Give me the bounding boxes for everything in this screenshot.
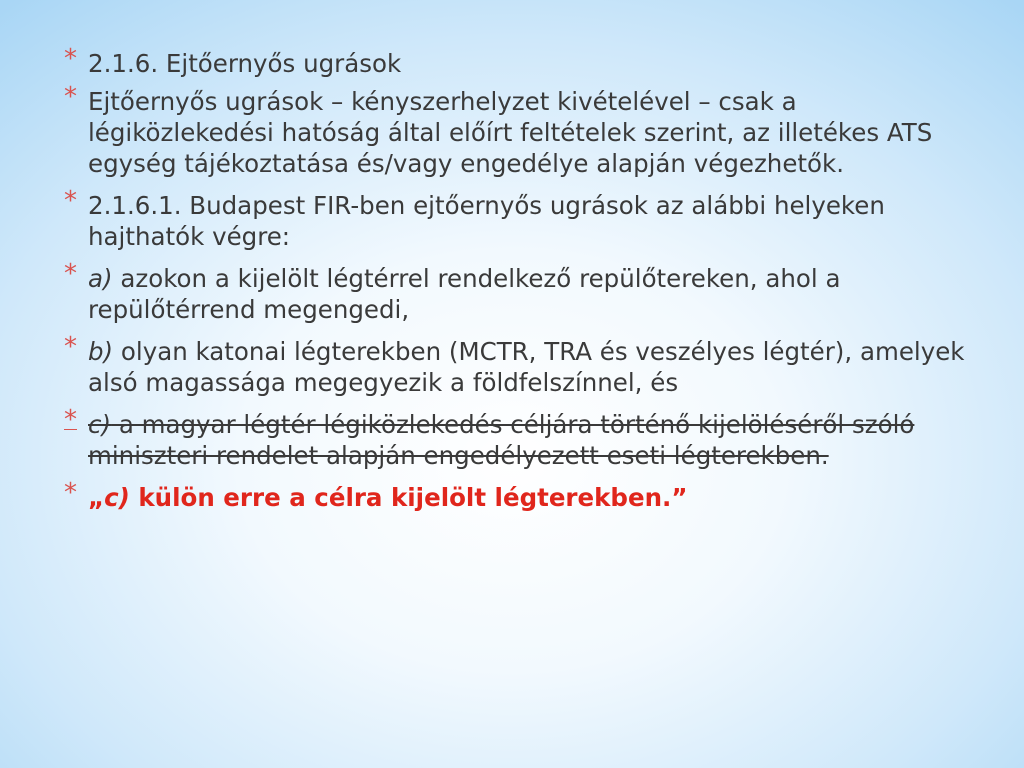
open-quote: „ bbox=[88, 483, 105, 512]
bullet-item bbox=[64, 82, 984, 179]
slide-content bbox=[64, 44, 984, 524]
item-text: 2.1.6.1. Budapest FIR-ben ejtőernyős ugrások az alábbi helyeken hajthatók végre: bbox=[88, 191, 885, 251]
item-text: a magyar légtér légiközlekedés céljára történő kijelöléséről szóló miniszteri rendelet alapján engedélyezett eseti légterekben. bbox=[88, 410, 915, 470]
item-text: olyan katonai légterekben (MCTR, TRA és veszélyes légtér), amelyek alsó magassága megegyezik a földfelszínnel, és bbox=[88, 337, 965, 397]
item-prefix: b) bbox=[88, 337, 114, 366]
item-text: 2.1.6. Ejtőernyős ugrások bbox=[88, 49, 402, 78]
item-text: Ejtőernyős ugrások – kényszerhelyzet kivételével – csak a légiközlekedési hatóság által előírt feltételek szerint, az illetékes ATS egység tájékoztatása és/vagy engedélye alapján végezhetők. bbox=[88, 87, 933, 178]
asterisk-bullet-icon: * bbox=[64, 44, 77, 74]
bullet-item-inserted bbox=[64, 478, 984, 513]
asterisk-bullet-icon: * bbox=[64, 82, 77, 112]
item-text: azokon a kijelölt légtérrel rendelkező repülőtereken, ahol a repülőtérrend megengedi, bbox=[88, 264, 841, 324]
deleted-text bbox=[88, 410, 914, 470]
item-prefix: a) bbox=[88, 264, 113, 293]
asterisk-bullet-icon: * bbox=[64, 478, 77, 508]
bullet-item bbox=[64, 186, 984, 252]
bullet-item bbox=[64, 44, 984, 79]
item-prefix: c) bbox=[88, 410, 112, 439]
bullet-item bbox=[64, 332, 984, 398]
item-prefix: c) bbox=[104, 483, 130, 512]
bullet-item bbox=[64, 259, 984, 325]
asterisk-bullet-icon: * bbox=[64, 259, 77, 289]
item-text: külön erre a célra kijelölt légterekben.” bbox=[129, 483, 688, 512]
asterisk-bullet-icon: * bbox=[64, 186, 77, 216]
asterisk-bullet-icon: * bbox=[64, 332, 77, 362]
bullet-item-deleted bbox=[64, 405, 984, 471]
asterisk-bullet-icon: * bbox=[64, 405, 77, 435]
